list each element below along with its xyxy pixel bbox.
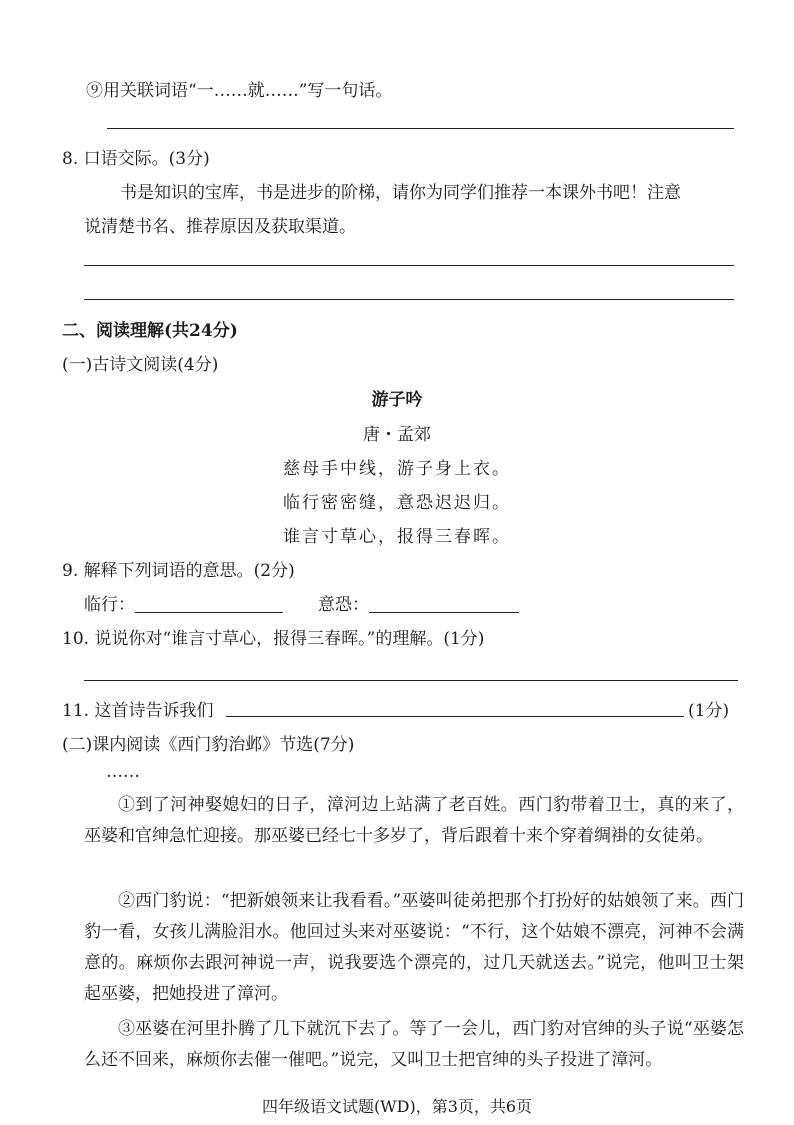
answer-line[interactable] [84, 680, 738, 681]
blank-input-1[interactable] [135, 594, 283, 613]
poem-line-2: 临行密密缝，意恐迟迟归。 [283, 493, 511, 513]
passage-paragraph-1: ①到了河神娶媳妇的日子，漳河边上站满了老百姓。西门豹带着卫士，真的来了，巫婆和官绅急忙迎接。那巫婆已经七十多岁了，背后跟着十来个穿着绸褂的女徒弟。 [84, 795, 744, 846]
answer-line[interactable] [84, 299, 734, 300]
term-label-2: 意恐： [318, 595, 369, 615]
poem-author: 唐・孟郊 [363, 425, 431, 445]
question-11-score: (1分) [688, 701, 730, 721]
question-9-term-2 [318, 590, 519, 615]
question-9-term-1 [84, 590, 283, 615]
question-8-title: 8. 口语交际。(3分) [62, 149, 210, 169]
subsection-1-title: (一)古诗文阅读(4分) [62, 355, 219, 375]
ellipsis: …… [106, 762, 140, 782]
passage-paragraph-3: ③巫婆在河里扑腾了几下就沉下去了。等了一会儿，西门豹对官绅的头子说“巫婆怎么还不回来，麻烦你去催一催吧。”说完，又叫卫士把官绅的头子投进了漳河。 [84, 1019, 744, 1070]
answer-line[interactable] [107, 128, 734, 129]
question-9-title: 9. 解释下列词语的意思。(2分) [62, 561, 295, 581]
blank-input-2[interactable] [369, 594, 519, 613]
poem-line-3: 谁言寸草心，报得三春晖。 [283, 527, 511, 547]
page-footer: 四年级语文试题(WD)，第3页，共6页 [261, 1097, 533, 1116]
passage-paragraph-2: ②西门豹说：“把新娘领来让我看看。”巫婆叫徒弟把那个打扮好的姑娘领了来。西门豹一看，女孩儿满脸泪水。他回过头来对巫婆说：“不行，这个姑娘不漂亮，河神不会满意的。麻烦你去跟河神说一声，说我要选个漂亮的，过几天就送去。”说完，他叫卫士架起巫婆，把她投进了漳河。 [84, 891, 744, 1004]
poem-title: 游子吟 [371, 390, 423, 410]
question-10-title: 10. 说说你对“谁言寸草心，报得三春晖。”的理解。(1分) [62, 629, 485, 649]
subsection-2-title: (二)课内阅读《西门豹治邺》节选(7分) [62, 735, 355, 755]
poem-line-1: 慈母手中线，游子身上衣。 [283, 459, 511, 479]
section-2-title: 二、阅读理解(共24分) [62, 321, 238, 341]
answer-line[interactable] [84, 265, 734, 266]
question-8-text-line1: 书是知识的宝库，书是进步的阶梯，请你为同学们推荐一本课外书吧！注意 [120, 183, 681, 203]
term-label-1: 临行： [84, 595, 135, 615]
question-11-prefix: 11. 这首诗告诉我们 [62, 701, 214, 721]
question-8-text-line2: 说清楚书名、推荐原因及获取渠道。 [84, 217, 356, 237]
question-9-sub-item: ⑨用关联词语“一……就……”写一句话。 [86, 81, 393, 101]
answer-line[interactable] [226, 716, 684, 717]
